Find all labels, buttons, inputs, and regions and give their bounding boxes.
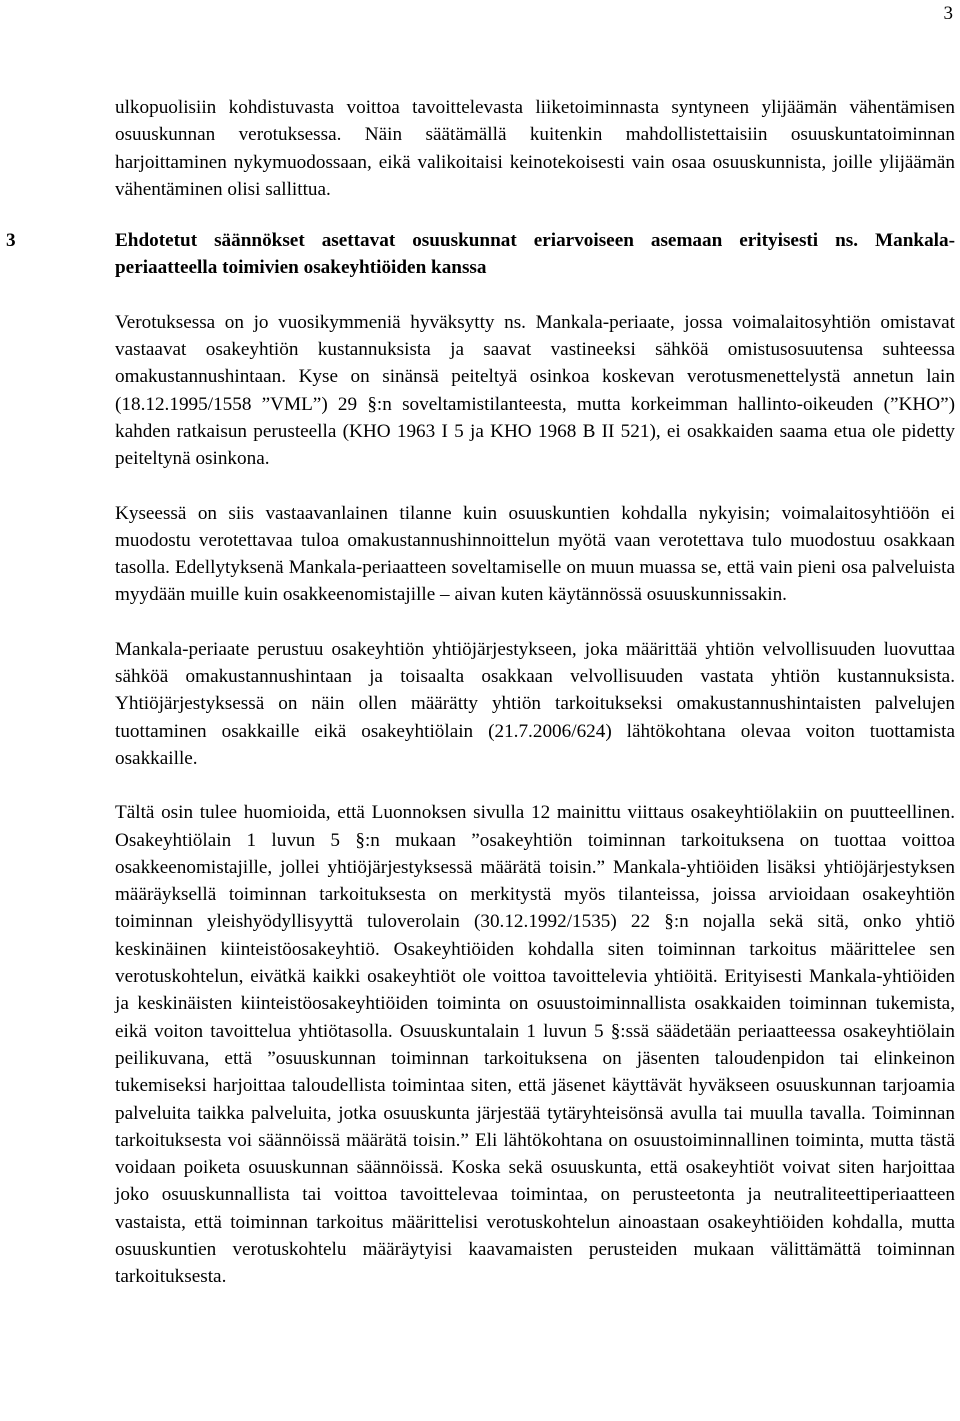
section-number: 3 [6,230,16,252]
paragraph-3: Mankala-periaate perustuu osakeyhtiön yhtiöjärjestykseen, joka määrittää yhtiön velvollisuuden luovuttaa sähköä omakustannushintaan ja toisaalta osakkaan velvollisuuden vastata yhtiön kustannuksista. Yhtiöjärjestyksessä on näin ollen määrätty yhtiön tarkoitukseksi omakustannushintaisten palvelujen tuottaminen osakkaille eikä osakeyhtiölain (21.7.2006/624) lähtökohtana olevaa voiton tuottamista osakkaille. [115,638,955,769]
paragraph-4: Tältä osin tulee huomioida, että Luonnoksen sivulla 12 mainittu viittaus osakeyhtiölakiin on puutteellinen. Osakeyhtiölain 1 luvun 5 §:n mukaan ”osakeyhtiön toiminnan tarkoituksena on tuottaa voittoa osakkeenomistajille, jollei yhtiöjärjestyksessä määrätä toisin.” Mankala-yhtiöiden lisäksi yhtiöjärjestyksen määräyksellä toiminnan tarkoituksesta on merkitystä myös tilanteissa, joissa arvioidaan osakeyhtiön toiminnan yleishyödyllisyyttä tuloverolain (30.12.1992/1535) 22 §:n nojalla sekä sitä, onko yhtiö keskinäinen kiinteistöosakeyhtiö. Osakeyhtiöiden kohdalla siten toiminnan tarkoitus määrittelee sen verotuskohtelun, eivätkä kaikki osakeyhtiöt ole voittoa tavoittelevia yhtiöitä. Erityisesti Mankala-yhtiöiden ja keskinäisten kiinteistöosakeyhtiöiden toiminta on osuustoiminnallista osakkaiden toiminnan tukemista, eikä voiton tavoittelua yhtiötasolla. Osuuskuntalain 1 luvun 5 §:ssä säädetään periaatteessa osakeyhtiölain peilikuvana, että ”osuuskunnan toiminnan tarkoituksena on jäsenten taloudenpidon tai elinkeinon tukemiseksi harjoittaa taloudellista toimintaa siten, että jäsenet käyttävät hyväkseen osuuskunnan tarjoamia palveluita taikka palveluita, jotka osuuskunta järjestää tytäryhteisönsä avulla tai muulla tavalla. Toiminnan tarkoituksesta voi säännöissä määrätä toisin.” Eli lähtökohtana on osuustoiminnallinen toiminta, mutta tästä voidaan poiketa osuuskunnan säännöissä. Koska sekä osuuskunta, että osakeyhtiöt voivat siten harjoittaa joko osuuskunnallista tai voittoa tavoittelevaa toimintaa, on perusteetonta ja neutraliteettiperiaatteen vastaista, että toiminnan tarkoitus määrittelisi verotuskohtelun ainoastaan osakeyhtiöiden kohdalla, mutta osuuskuntien verotuskohtelu määräytyisi kaavamaisten perusteiden mukaan välittämättä toiminnan tarkoituksesta. [115,802,955,1288]
section-heading [6,227,955,282]
intro-paragraph: ulkopuolisiin kohdistuvasta voittoa tavoittelevasta liiketoiminnasta syntyneen ylijäämän vähentämisen osuuskunnan verotuksessa. Näin säätämällä kuitenkin mahdollistettaisiin osuuskuntatoiminnan harjoittaminen nykymuodossaan, eikä valikoitaisi keinotekoisesti vain osaa osuuskunnista, joille ylijäämän vähentäminen olisi sallittua. [115,97,955,200]
page-number: 3 [943,3,953,24]
document-body [6,94,955,1291]
paragraph-2: Kyseessä on siis vastaavanlainen tilanne kuin osuuskuntien kohdalla nykyisin; voimalaitosyhtiöön ei muodostu verotettavaa tuloa omakustannushinnoittelun myötä vaan verotettava tulo muodostuu osakkaan tasolla. Edellytyksenä Mankala-periaatteen soveltamiselle on muun muassa se, että vain pieni osa palveluista myydään muille kuin osakkeenomistajille – aivan kuten käytännössä osuuskunnissakin. [115,502,955,606]
paragraph-1: Verotuksessa on jo vuosikymmeniä hyväksytty ns. Mankala-periaate, jossa voimalaitosyhtiön omistavat vastaavat osakeyhtiön kustannuksista ja saavat vastineeksi sähköä omistusosuutensa suhteessa omakustannushintaan. Kyse on sinänsä peiteltyä osinkoa koskevan verotusmenettelystä annetun lain (18.12.1995/1558 ”VML”) 29 §:n soveltamistilanteesta, mutta korkeimman hallinto-oikeuden (”KHO”) kahden ratkaisun perusteella (KHO 1963 I 5 ja KHO 1968 B II 521), ei osakkaiden saama etua ole pidetty peiteltynä osinkona. [115,311,955,470]
section-title: Ehdotetut säännökset asettavat osuuskunnat eriarvoiseen asemaan erityisesti ns. Mankala-periaatteella toimivien osakeyhtiöiden kanssa [115,230,955,279]
